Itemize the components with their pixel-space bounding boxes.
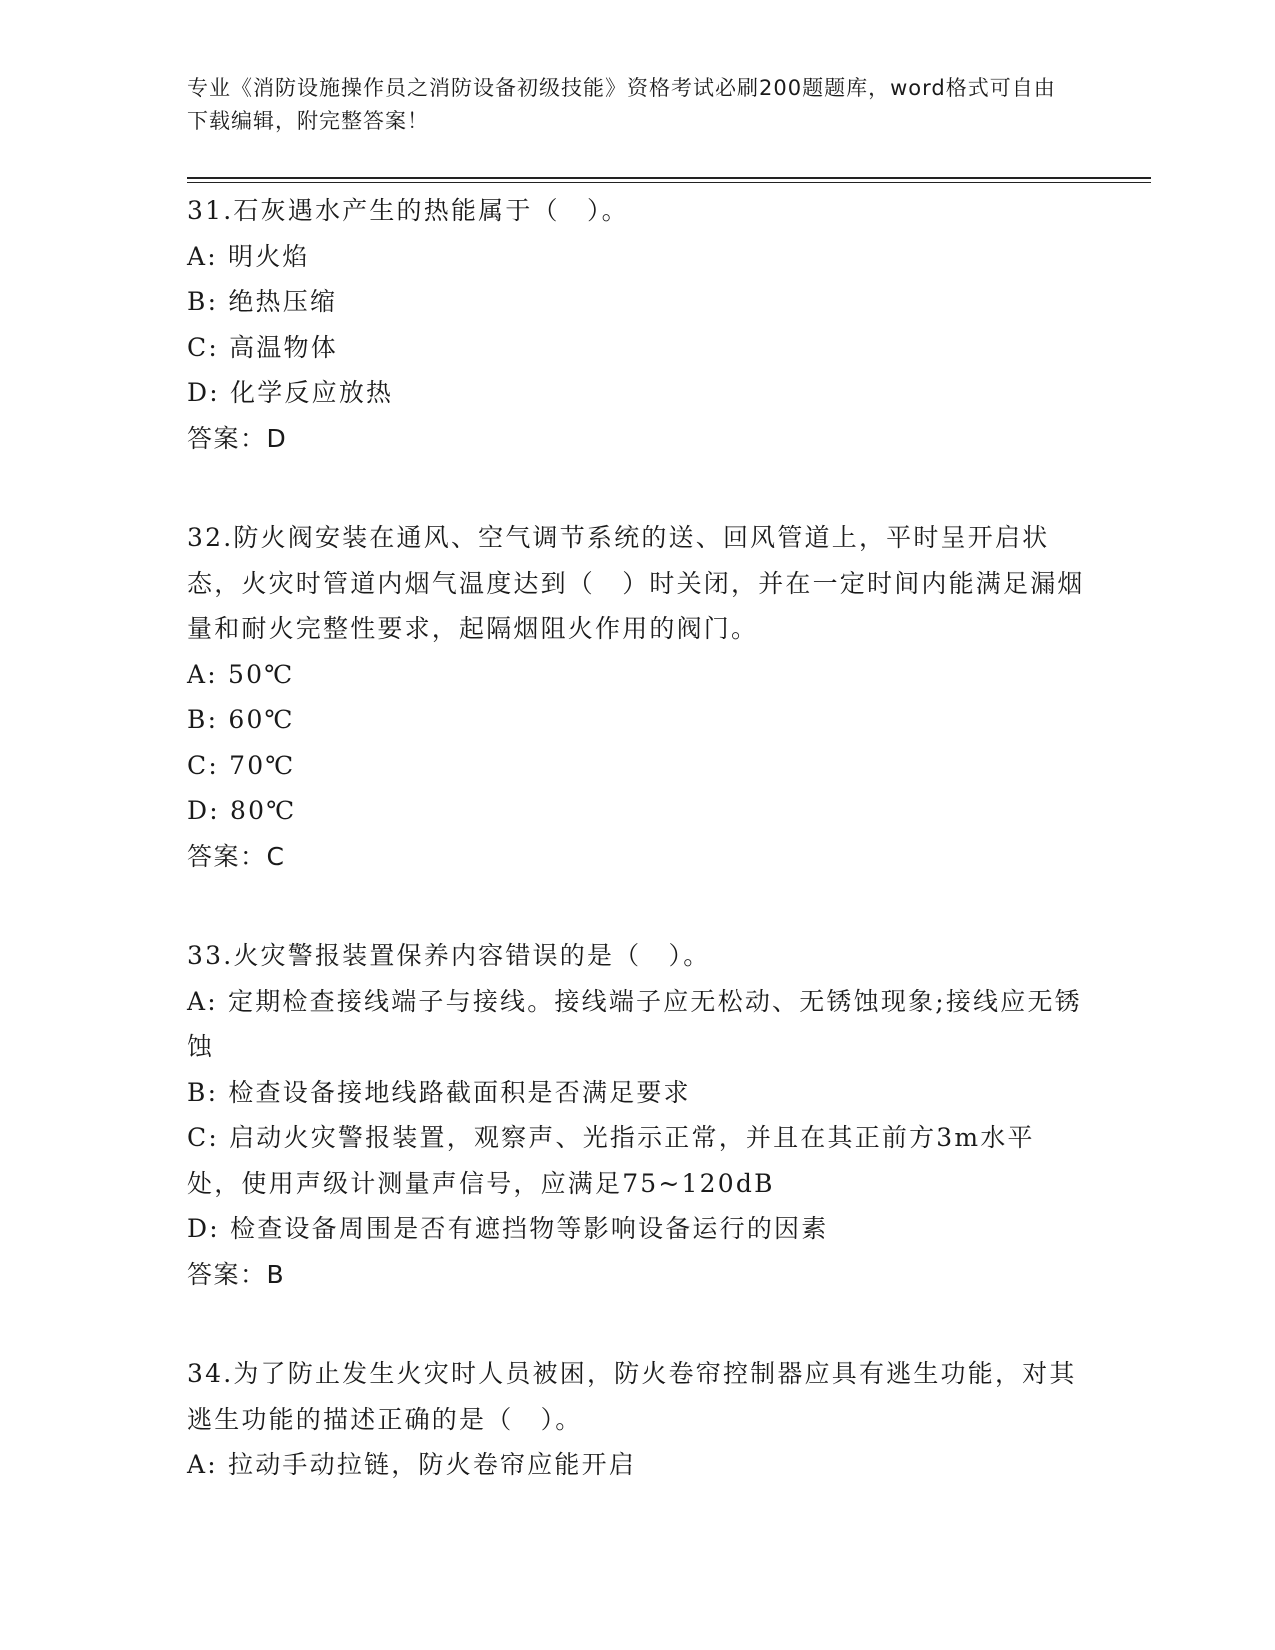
header-divider <box>187 177 1151 179</box>
option-a: A: 明火焰 <box>187 241 310 271</box>
question-stem: 33.火灾警报装置保养内容错误的是（ ）。 <box>187 941 711 970</box>
question-stem: 32.防火阀安装在通风、空气调节系统的送、回风管道上，平时呈开启状态，火灾时管道内烟气温度达到（ ）时关闭，并在一定时间内能满足漏烟量和耐火完整性要求，起隔烟阻火作用的阀门。 <box>187 523 1085 643</box>
option-d: D: 检查设备周围是否有遮挡物等影响设备运行的因素 <box>187 1214 829 1243</box>
question-33 <box>187 933 1087 1297</box>
option-d: D: 80℃ <box>187 796 297 825</box>
answer: 答案：C <box>187 841 286 871</box>
option-b: B: 60℃ <box>187 705 295 734</box>
option-c: C: 启动火灾警报装置，观察声、光指示正常，并且在其正前方3m水平处，使用声级计测量声信号，应满足75~120dB <box>187 1123 1035 1198</box>
option-a: A: 拉动手动拉链，防火卷帘应能开启 <box>187 1450 637 1479</box>
option-c: C: 70℃ <box>187 750 296 780</box>
question-34 <box>187 1351 1087 1488</box>
option-a: A: 50℃ <box>187 659 295 689</box>
question-stem: 31.石灰遇水产生的热能属于（ ）。 <box>187 196 629 225</box>
option-d: D: 化学反应放热 <box>187 378 394 407</box>
document-header: 专业《消防设施操作员之消防设备初级技能》资格考试必刷200题题库，word格式可自由下载编辑，附完整答案！ <box>187 76 1056 133</box>
option-b: B: 绝热压缩 <box>187 287 338 316</box>
answer: 答案：B <box>187 1259 286 1289</box>
option-b: B: 检查设备接地线路截面积是否满足要求 <box>187 1077 691 1107</box>
question-31 <box>187 188 1087 461</box>
question-list <box>187 188 1087 1542</box>
question-stem: 34.为了防止发生火灾时人员被困，防火卷帘控制器应具有逃生功能，对其逃生功能的描述正确的是（ ）。 <box>187 1359 1077 1434</box>
answer: 答案：D <box>187 423 288 453</box>
question-32 <box>187 515 1087 879</box>
option-c: C: 高温物体 <box>187 332 338 362</box>
option-a: A: 定期检查接线端子与接线。接线端子应无松动、无锈蚀现象;接线应无锈蚀 <box>187 986 1082 1061</box>
header-divider-thin <box>187 182 1151 183</box>
